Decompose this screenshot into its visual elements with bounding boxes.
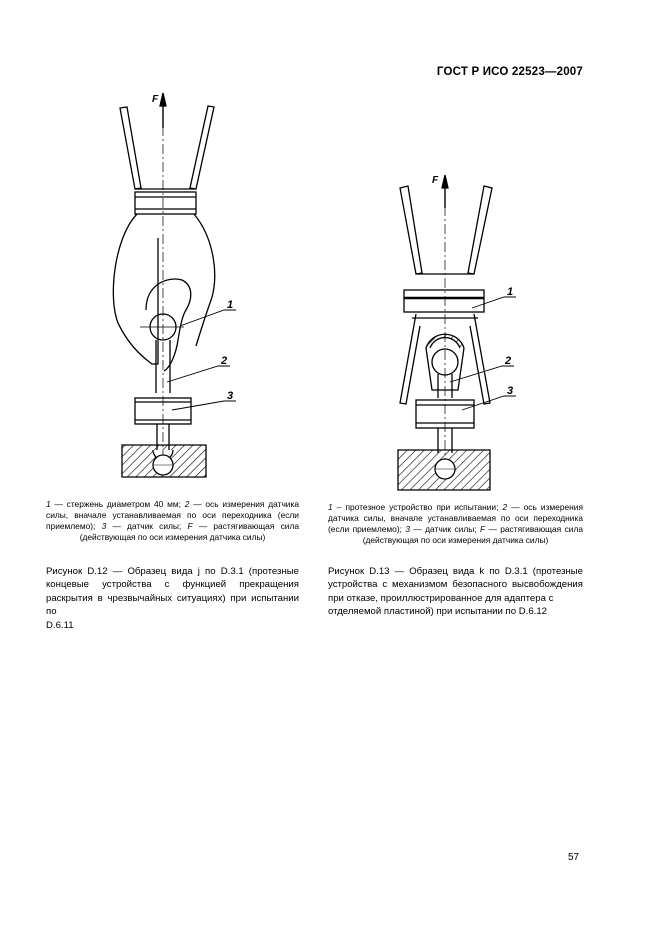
- figure-d12-drawing: [100, 88, 250, 498]
- legend-key: F: [479, 524, 486, 534]
- figure-d13-legend: [328, 502, 583, 546]
- figure-d13-drawing: [392, 168, 532, 498]
- legend-text: — стержень диаметром 40 мм;: [50, 499, 185, 509]
- device-body: [113, 214, 214, 364]
- legend-key: 1: [46, 499, 51, 509]
- callout-3: 3: [507, 385, 514, 397]
- legend-key: 2: [184, 499, 190, 509]
- gripper-fingers: [120, 106, 214, 189]
- callout-1: 1: [507, 286, 514, 298]
- caption-body: Рисунок D.13 — Образец вида k по D.3.1 (протезные устройства с механизмом безопасного высвобождения при отказе, проиллюстрированное для адаптера с: [328, 566, 583, 604]
- figure-d12-legend: [46, 499, 299, 543]
- standard-header: ГОСТ Р ИСО 22523—2007: [436, 66, 583, 78]
- adapter-plate: [404, 290, 484, 312]
- legend-text: — датчик силы;: [106, 521, 182, 531]
- caption-tail: D.6.11: [46, 619, 74, 631]
- callout-3: 3: [227, 390, 234, 402]
- figure-d13-caption: [328, 565, 583, 619]
- page-number: 57: [568, 852, 580, 863]
- legend-text: — ось измерения датчика силы, вначале устанавливаемая по оси переходника (если приемлемо);: [46, 499, 299, 531]
- gripper-fingers: [400, 186, 492, 274]
- collar: [135, 192, 196, 214]
- legend-text: — растягивающая сила (действующая по оси измерения датчика силы): [79, 521, 299, 542]
- base-fixture: [122, 445, 206, 477]
- legend-text: – протезное устройство при испытании;: [332, 502, 503, 512]
- force-label: F: [432, 175, 439, 186]
- legend-key: 3: [101, 521, 107, 531]
- inner-loop: [146, 279, 191, 371]
- legend-text: — растягивающая сила (действующая по оси измерения датчика силы): [362, 524, 584, 545]
- legend-key: 1: [328, 502, 333, 512]
- caption-body: Рисунок D.12 — Образец вида j по D.3.1 (протезные концевые устройства с функцией прекращения раскрытия в чрезвычайных ситуациях) при испытании по: [46, 566, 299, 618]
- callout-2: 2: [505, 355, 512, 367]
- force-label: F: [152, 94, 159, 105]
- callout-2: 2: [221, 355, 228, 367]
- legend-text: — датчик силы;: [410, 524, 477, 534]
- caption-tail: отделяемой пластиной) при испытании по D.6.12: [328, 606, 547, 618]
- legend-key: 2: [502, 502, 508, 512]
- legend-key: F: [187, 521, 193, 531]
- legend-key: 3: [405, 524, 411, 534]
- callout-1: 1: [227, 299, 234, 311]
- base-fixture: [398, 450, 490, 490]
- figure-d12-caption: [46, 565, 299, 632]
- legend-text: — ось измерения датчика силы, вначале устанавливаемая по оси переходника (если приемлемо);: [328, 502, 583, 534]
